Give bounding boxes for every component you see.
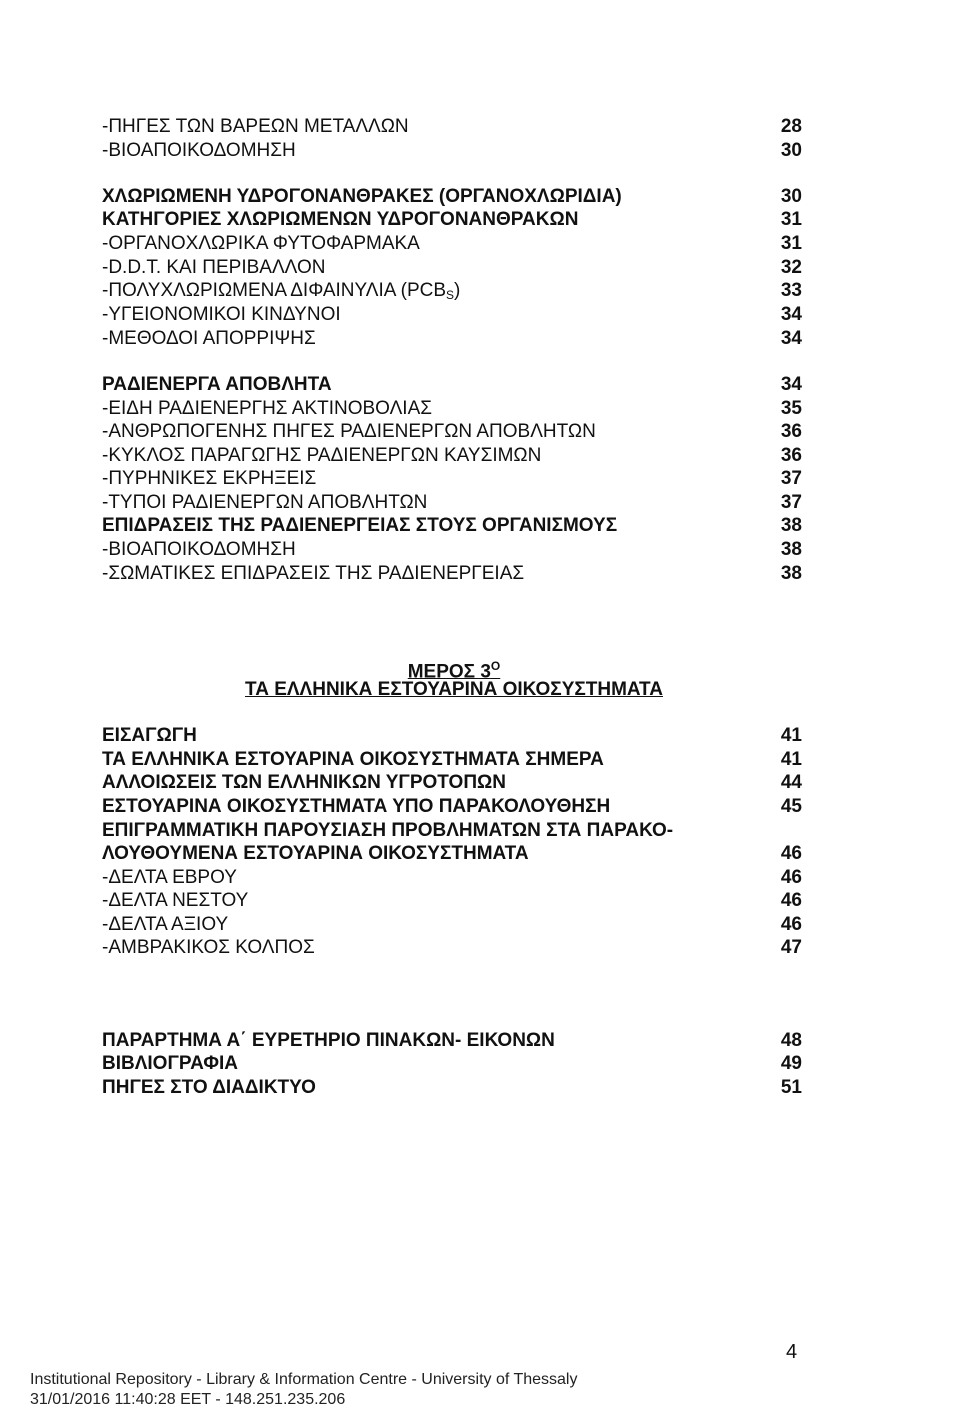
toc-entry	[102, 562, 802, 586]
toc-entry-page: 34	[780, 304, 802, 325]
toc-entry-page: 31	[780, 209, 802, 230]
toc-entry-title: ΒΙΒΛΙΟΓΡΑΦΙΑ	[102, 1053, 238, 1074]
toc-entry-title: -ΑΝΘΡΩΠΟΓΕΝΗΣ ΠΗΓΕΣ ΡΑΔΙΕΝΕΡΓΩΝ ΑΠΟΒΛΗΤΩΝ	[102, 421, 596, 442]
toc-entry-title: -ΔΕΛΤΑ ΑΞΙΟΥ	[102, 914, 229, 935]
toc-entry	[102, 795, 802, 819]
toc-entry-title: ΤΑ ΕΛΛΗΝΙΚΑ ΕΣΤΟΥΑΡΙΝΑ ΟΙΚΟΣΥΣΤΗΜΑΤΑ ΣΗΜΕΡΑ	[102, 749, 604, 770]
toc-entry	[102, 1052, 802, 1076]
toc-entry	[102, 279, 802, 303]
toc-entry-page: 35	[780, 398, 802, 419]
toc-entry-page: 34	[780, 328, 802, 349]
toc-entry-title: ΡΑΔΙΕΝΕΡΓΑ ΑΠΟΒΛΗΤΑ	[102, 374, 332, 395]
toc-entry-page: 51	[780, 1077, 802, 1098]
toc-entry-page: 46	[780, 914, 802, 935]
toc-entry-page: 41	[780, 749, 802, 770]
toc-entry-title: -ΒΙΟΑΠΟΙΚΟΔΟΜΗΣΗ	[102, 140, 296, 161]
toc-entry	[102, 373, 802, 397]
toc-entry	[102, 232, 802, 256]
toc-entry-page: 41	[780, 725, 802, 746]
toc-entry-title: ΕΠΙΔΡΑΣΕΙΣ ΤΗΣ ΡΑΔΙΕΝΕΡΓΕΙΑΣ ΣΤΟΥΣ ΟΡΓΑΝΙΣΜΟΥΣ	[102, 515, 618, 536]
toc-entry	[102, 1029, 802, 1053]
toc-entry	[102, 748, 802, 772]
toc-entry-title: -ΚΥΚΛΟΣ ΠΑΡΑΓΩΓΗΣ ΡΑΔΙΕΝΕΡΓΩΝ ΚΑΥΣΙΜΩΝ	[102, 445, 542, 466]
section-heading: ΤΑ ΕΛΛΗΝΙΚΑ ΕΣΤΟΥΑΡΙΝΑ ΟΙΚΟΣΥΣΤΗΜΑΤΑ	[245, 679, 663, 700]
toc-entry	[102, 491, 802, 515]
part-heading-superscript: Ο	[490, 659, 501, 673]
toc-entry-page: 37	[780, 468, 802, 489]
toc-entry-page: 32	[780, 257, 802, 278]
toc-entry-title: ΕΣΤΟΥΑΡΙΝΑ ΟΙΚΟΣΥΣΤΗΜΑΤΑ ΥΠΟ ΠΑΡΑΚΟΛΟΥΘΗΣΗ	[102, 796, 611, 817]
toc-entry-page: 30	[780, 140, 802, 161]
toc-entry-title: ΚΑΤΗΓΟΡΙΕΣ ΧΛΩΡΙΩΜΕΝΩΝ ΥΔΡΟΓΟΝΑΝΘΡΑΚΩΝ	[102, 209, 579, 230]
toc-entry-page: 33	[780, 280, 802, 301]
toc-entry	[102, 115, 802, 139]
toc-entry-title-text: -ΠΟΛΥΧΛΩΡΙΩΜΕΝΑ ΔΙΦΑΙΝΥΛΙΑ (PCB	[102, 280, 447, 301]
toc-entry-title: -ΕΙΔΗ ΡΑΔΙΕΝΕΡΓΗΣ ΑΚΤΙΝΟΒΟΛΙΑΣ	[102, 398, 433, 419]
toc-entry-page: 28	[780, 116, 802, 137]
toc-entry-page: 44	[780, 772, 802, 793]
toc-entry	[102, 819, 802, 843]
toc-entry-page: 38	[780, 563, 802, 584]
toc-entry-page: 37	[780, 492, 802, 513]
toc-entry	[102, 185, 802, 209]
toc-entry-page: 49	[780, 1053, 802, 1074]
toc-entry	[102, 538, 802, 562]
toc-entry-title: ΠΑΡΑΡΤΗΜΑ Α΄ ΕΥΡΕΤΗΡΙΟ ΠΙΝΑΚΩΝ- ΕΙΚΟΝΩΝ	[102, 1030, 555, 1051]
toc-entry	[102, 913, 802, 937]
toc-entry-page: 45	[780, 796, 802, 817]
toc-entry-title: -ΤΥΠΟΙ ΡΑΔΙΕΝΕΡΓΩΝ ΑΠΟΒΛΗΤΩΝ	[102, 492, 428, 513]
toc-entry	[102, 303, 802, 327]
toc-entry-title-suffix: )	[454, 280, 461, 301]
part-heading-text: ΜΕΡΟΣ 3	[407, 661, 491, 683]
toc-entry-title: -ΟΡΓΑΝΟΧΛΩΡΙΚΑ ΦΥΤΟΦΑΡΜΑΚΑ	[102, 233, 420, 254]
toc-entry	[102, 444, 802, 468]
toc-entry	[102, 139, 802, 163]
toc-entry	[102, 256, 802, 280]
toc-entry	[102, 397, 802, 421]
toc-entry	[102, 866, 802, 890]
toc-entry	[102, 889, 802, 913]
toc-entry-title: -ΒΙΟΑΠΟΙΚΟΔΟΜΗΣΗ	[102, 539, 296, 560]
toc-entry-title: ΠΗΓΕΣ ΣΤΟ ΔΙΑΔΙΚΤΥΟ	[102, 1077, 316, 1098]
toc-entry-title: ΕΠΙΓΡΑΜΜΑΤΙΚΗ ΠΑΡΟΥΣΙΑΣΗ ΠΡΟΒΛΗΜΑΤΩΝ ΣΤΑ ΠΑΡΑΚΟ-	[102, 820, 674, 841]
toc-entry-title: -ΠΥΡΗΝΙΚΕΣ ΕΚΡΗΞΕΙΣ	[102, 468, 317, 489]
toc-entry	[102, 208, 802, 232]
toc-entry-page: 46	[780, 890, 802, 911]
toc-entry-title: -ΔΕΛΤΑ ΕΒΡΟΥ	[102, 867, 237, 888]
toc-entry-page: 46	[780, 843, 802, 864]
toc-entry	[102, 1076, 802, 1100]
toc-entry-title: ΕΙΣΑΓΩΓΗ	[102, 725, 197, 746]
toc-entry	[102, 842, 802, 866]
toc-entry-title: -ΠΗΓΕΣ ΤΩΝ ΒΑΡΕΩΝ ΜΕΤΑΛΛΩΝ	[102, 116, 409, 137]
toc-entry-title: ΧΛΩΡΙΩΜΕΝΗ ΥΔΡΟΓΟΝΑΝΘΡΑΚΕΣ (ΟΡΓΑΝΟΧΛΩΡΙΔΙΑ)	[102, 186, 622, 207]
toc-entry	[102, 514, 802, 538]
toc-entry-page: 36	[780, 445, 802, 466]
toc-entry	[102, 327, 802, 351]
toc-entry-page: 31	[780, 233, 802, 254]
toc-entry	[102, 936, 802, 960]
toc-entry	[102, 771, 802, 795]
toc-entry-page: 47	[780, 937, 802, 958]
toc-entry-page: 36	[780, 421, 802, 442]
repository-footer-line: Institutional Repository - Library & Information Centre - University of Thessaly	[30, 1371, 578, 1388]
toc-entry-title: -ΔΕΛΤΑ ΝΕΣΤΟΥ	[102, 890, 249, 911]
toc-entry-title: ΛΟΥΘΟΥΜΕΝΑ ΕΣΤΟΥΑΡΙΝΑ ΟΙΚΟΣΥΣΤΗΜΑΤΑ	[102, 843, 529, 864]
toc-entry-page: 48	[780, 1030, 802, 1051]
toc-entry-title: -ΜΕΘΟΔΟΙ ΑΠΟΡΡΙΨΗΣ	[102, 328, 316, 349]
repository-footer-timestamp: 31/01/2016 11:40:28 EET - 148.251.235.206	[30, 1391, 346, 1408]
toc-entry-title: -ΣΩΜΑΤΙΚΕΣ ΕΠΙΔΡΑΣΕΙΣ ΤΗΣ ΡΑΔΙΕΝΕΡΓΕΙΑΣ	[102, 563, 525, 584]
subscript-text: S	[446, 288, 455, 302]
toc-entry-page: 34	[780, 374, 802, 395]
page-number: 4	[786, 1341, 798, 1363]
toc-entry	[102, 420, 802, 444]
toc-entry	[102, 467, 802, 491]
toc-entry-title: -D.D.T. ΚΑΙ ΠΕΡΙΒΑΛΛΟΝ	[102, 257, 326, 278]
toc-entry-title: ΑΛΛΟΙΩΣΕΙΣ ΤΩΝ ΕΛΛΗΝΙΚΩΝ ΥΓΡΟΤΟΠΩΝ	[102, 772, 506, 793]
toc-entry-title: -ΥΓΕΙΟΝΟΜΙΚΟΙ ΚΙΝΔΥΝΟΙ	[102, 304, 341, 325]
toc-entry-page: 30	[780, 186, 802, 207]
toc-entry	[102, 724, 802, 748]
toc-entry-page: 38	[780, 539, 802, 560]
toc-entry-page: 38	[780, 515, 802, 536]
toc-entry-page: 46	[780, 867, 802, 888]
toc-entry-title: -ΑΜΒΡΑΚΙΚΟΣ ΚΟΛΠΟΣ	[102, 937, 315, 958]
